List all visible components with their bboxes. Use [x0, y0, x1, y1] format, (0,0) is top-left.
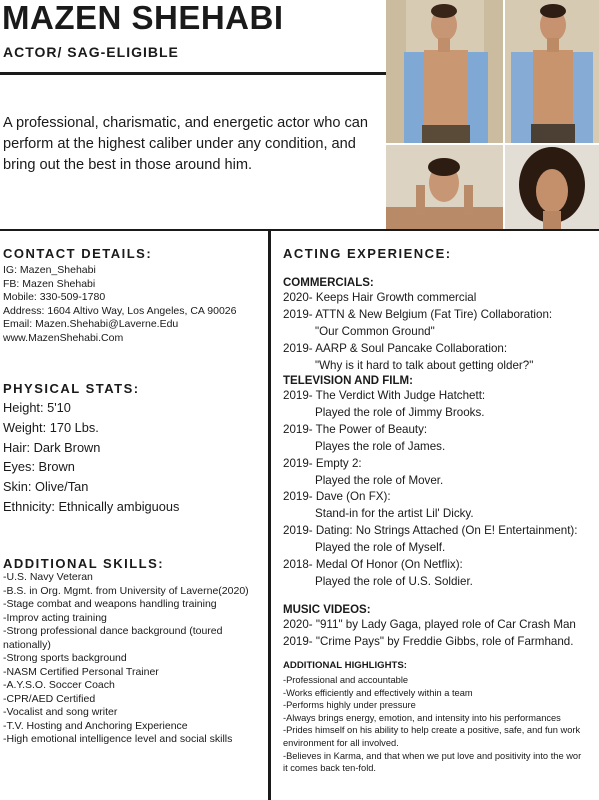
photo-shirt-open-2 [505, 0, 599, 143]
commercial-item: 2019- AARP & Soul Pancake Collaboration: [283, 341, 508, 355]
highlight-item: -Believes in Karma, and that when we put love and positivity into the wor [283, 750, 582, 761]
highlight-item: -Always brings energy, emotion, and intensity into his performances [283, 712, 561, 723]
photo-shirt-open-1 [386, 0, 503, 143]
tv-credit-role: Played the role of Myself. [315, 541, 446, 555]
actor-subtitle: ACTOR/ SAG-ELIGIBLE [3, 44, 179, 60]
tv-film-heading: TELEVISION AND FILM: [283, 375, 413, 387]
tv-credit-role: Played the role of Jimmy Brooks. [315, 405, 485, 419]
commercial-item-detail: "Why is it hard to talk about getting older?" [315, 358, 534, 372]
highlights-list [283, 674, 581, 775]
tv-credit: 2019- Dating: No Strings Attached (On E! Entertainment): [283, 524, 578, 538]
tv-credit: 2018- Medal Of Honor (On Netflix): [283, 558, 463, 572]
tv-credit-role: Played the role of Mover. [315, 473, 444, 487]
skill-item: -B.S. in Org. Mgmt. from University of Laverne(2020) [3, 584, 249, 597]
tv-credit-role: Playes the role of James. [315, 439, 446, 453]
commercial-item-detail: "Our Common Ground" [315, 324, 435, 338]
contact-facebook: FB: Mazen Shehabi [3, 277, 96, 290]
skill-item: -U.S. Navy Veteran [3, 571, 93, 583]
contact-heading: CONTACT DETAILS: [3, 246, 153, 261]
contact-address: Address: 1604 Altivo Way, Los Angeles, CA 90026 [3, 304, 237, 317]
skill-item: -Strong sports background [3, 652, 127, 664]
contact-mobile: Mobile: 330-509-1780 [3, 291, 106, 303]
skill-item: -Vocalist and song writer [3, 706, 118, 718]
photo-smiling-shirtless [386, 145, 503, 229]
music-video-credit: 2019- "Crime Pays" by Freddie Gibbs, role of Farmhand. [283, 634, 574, 648]
skill-item: -Stage combat and weapons handling training [3, 598, 217, 610]
skill-item: -NASM Certified Personal Trainer [3, 665, 159, 678]
section-divider-horizontal [0, 229, 599, 231]
skill-item: -High emotional intelligence level and social skills [3, 733, 233, 745]
commercial-item: 2020- Keeps Hair Growth commercial [283, 291, 477, 304]
tv-credit-role: Played the role of U.S. Soldier. [315, 574, 473, 588]
skill-item: -Strong professional dance background (toured [3, 625, 223, 637]
physical-stats-heading: PHYSICAL STATS: [3, 381, 140, 396]
commercials-list [283, 290, 552, 375]
highlight-item: -Prides himself on his ability to help create a positive, safe, and fun work [283, 725, 581, 736]
tv-credit: 2019- The Verdict With Judge Hatchett: [283, 389, 486, 402]
acting-heading: ACTING EXPERIENCE: [283, 246, 452, 261]
stat-ethnicity: Ethnicity: Ethnically ambiguous [3, 498, 180, 514]
skill-item: -T.V. Hosting and Anchoring Experience [3, 719, 188, 732]
highlight-item: it comes back ten-fold. [283, 763, 377, 774]
highlight-item: -Performs highly under pressure [283, 700, 416, 711]
skills-list [3, 571, 249, 747]
tagline: A professional, charismatic, and energetic actor who can perform at the highest caliber under any condition, and bring out the best in those around him. [3, 115, 369, 173]
tv-credit: 2019- Dave (On FX): [283, 490, 391, 504]
highlight-item: -Works efficiently and effectively within a team [283, 687, 473, 698]
skill-item: -CPR/AED Certified [3, 692, 96, 705]
tv-credit: 2019- Empty 2: [283, 456, 362, 470]
skill-item: -Improv acting training [3, 611, 107, 624]
header-divider [0, 72, 386, 75]
commercial-item: 2019- ATTN & New Belgium (Fat Tire) Collaboration: [283, 307, 553, 321]
music-videos-list [283, 617, 576, 651]
music-video-credit: 2020- "911" by Lady Gaga, played role of Car Crash Man [283, 618, 576, 631]
stat-skin: Skin: Olive/Tan [3, 479, 89, 495]
contact-website: www.MazenShehabi.Com [3, 331, 124, 344]
tv-film-list [283, 388, 578, 591]
contact-email: Email: Mazen.Shehabi@Laverne.Edu [3, 318, 179, 330]
physical-stats [3, 398, 179, 517]
photo-curly-hair [505, 145, 599, 229]
music-videos-heading: MUSIC VIDEOS: [283, 604, 371, 616]
highlights-heading: ADDITIONAL HIGHLIGHTS: [283, 660, 408, 671]
contact-details [3, 264, 236, 345]
skills-heading: ADDITIONAL SKILLS: [3, 556, 165, 571]
tv-credit-role: Stand-in for the artist Lil' Dicky. [315, 507, 474, 521]
highlight-item: environment for all involved. [283, 737, 399, 748]
stat-weight: Weight: 170 Lbs. [3, 419, 99, 435]
contact-instagram: IG: Mazen_Shehabi [3, 264, 96, 276]
actor-name: MAZEN SHEHABI [2, 0, 284, 36]
commercials-heading: COMMERCIALS: [283, 277, 374, 289]
highlight-item: -Professional and accountable [283, 675, 409, 685]
headshot-grid [386, 0, 599, 229]
column-divider [268, 231, 271, 800]
skill-item: -A.Y.S.O. Soccer Coach [3, 679, 115, 691]
stat-eyes: Eyes: Brown [3, 459, 75, 475]
skill-item: nationally) [3, 638, 51, 651]
stat-height: Height: 5'10 [3, 400, 71, 415]
stat-hair: Hair: Dark Brown [3, 439, 101, 455]
tv-credit: 2019- The Power of Beauty: [283, 422, 428, 436]
